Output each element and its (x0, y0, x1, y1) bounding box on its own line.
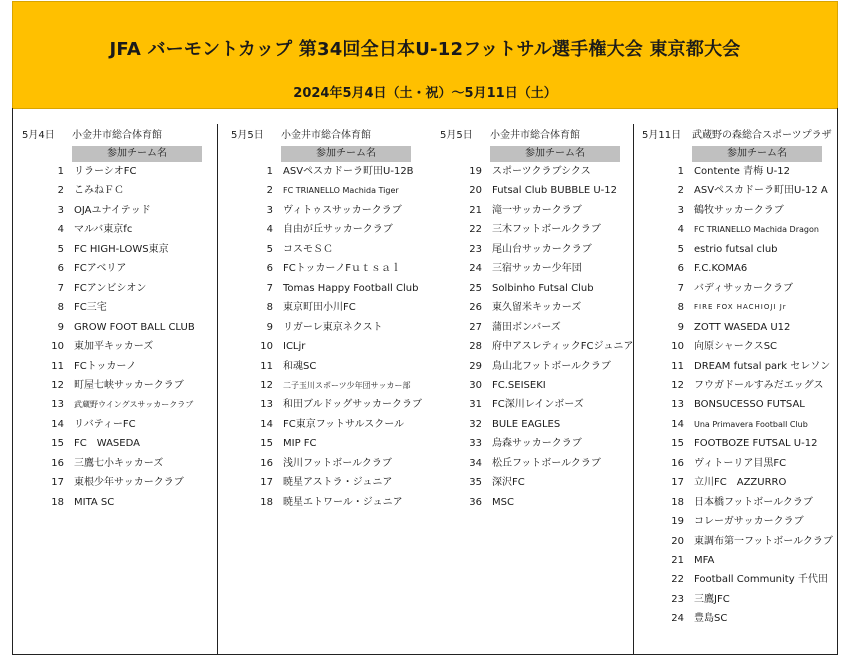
team-row (22, 454, 212, 473)
team-name: FC三宅 (74, 302, 107, 314)
team-row (22, 357, 212, 376)
team-row (440, 357, 630, 376)
team-row (642, 551, 832, 570)
team-number: 14 (671, 418, 684, 430)
team-number: 8 (57, 302, 64, 314)
team-number: 2 (677, 185, 684, 197)
team-number: 33 (469, 438, 482, 450)
team-name: 和魂SC (283, 360, 317, 372)
team-row (231, 473, 421, 492)
team-row (642, 590, 832, 609)
team-row (22, 337, 212, 356)
team-row (231, 454, 421, 473)
team-name: FCトッカーノFｕｔｓａｌ (283, 263, 401, 275)
team-row (22, 162, 212, 181)
team-name: 武蔵野ウイングスサッカークラブ (74, 400, 194, 410)
team-name: リバティーFC (74, 418, 136, 430)
team-number: 16 (671, 457, 684, 469)
team-name: 暁星エトワール・ジュニア (283, 496, 403, 508)
team-number: 3 (57, 204, 64, 216)
team-name: 府中アスレティックFCジュニア (492, 341, 634, 353)
team-number: 7 (266, 282, 273, 294)
column-divider (633, 124, 634, 655)
team-row (440, 473, 630, 492)
team-name: MITA SC (74, 496, 115, 508)
team-row (231, 162, 421, 181)
page-title: JFA バーモントカップ 第34回全日本U-12フットサル選手権大会 東京都大会 (109, 39, 741, 60)
team-number: 15 (671, 438, 684, 450)
team-row (642, 570, 832, 589)
team-number: 21 (671, 555, 684, 566)
team-number: 17 (51, 477, 64, 489)
team-row (22, 395, 212, 414)
team-number: 15 (51, 438, 64, 450)
team-name: 東京町田小川FC (283, 302, 356, 314)
team-number: 20 (671, 535, 684, 547)
venue-name: 武蔵野の森総合スポーツプラザ (692, 130, 832, 141)
team-row (642, 512, 832, 531)
team-name: 東根少年サッカークラブ (74, 477, 184, 489)
team-number: 5 (677, 243, 684, 255)
team-name: マルバ東京fc (74, 224, 133, 236)
team-name: FC深川レインボーズ (492, 399, 584, 411)
team-row (642, 220, 832, 239)
team-number: 6 (266, 263, 273, 275)
team-number: 20 (469, 185, 482, 197)
team-name: Tomas Happy Football Club (283, 282, 419, 294)
team-row (440, 395, 630, 414)
team-row (231, 259, 421, 278)
team-name: ICLjr (283, 341, 306, 353)
team-number: 19 (671, 516, 684, 528)
team-number: 4 (266, 224, 273, 236)
team-row (231, 279, 421, 298)
team-number: 31 (469, 399, 482, 411)
team-number: 16 (260, 457, 273, 469)
team-name: F.C.KOMA6 (694, 263, 748, 275)
team-row (440, 220, 630, 239)
team-number: 8 (266, 302, 273, 314)
team-number: 8 (677, 302, 684, 314)
team-name: リガーレ東京ネクスト (283, 321, 383, 333)
team-name: バディサッカークラブ (694, 282, 793, 294)
team-row (642, 473, 832, 492)
team-row (231, 220, 421, 239)
team-row (22, 434, 212, 453)
team-name: ASVペスカドーラ町田U-12 A (694, 185, 828, 197)
team-name: コスモＳＣ (283, 243, 333, 255)
team-number: 9 (266, 321, 273, 333)
team-row (642, 318, 832, 337)
match-date: 5月11日 (642, 130, 682, 141)
team-row (440, 376, 630, 395)
team-row (22, 240, 212, 259)
team-row (22, 318, 212, 337)
team-row (231, 415, 421, 434)
team-row (642, 493, 832, 512)
team-number: 17 (260, 477, 273, 489)
team-name: ヴィトーリア目黒FC (694, 457, 787, 469)
team-number: 13 (671, 399, 684, 411)
team-number: 22 (671, 574, 684, 586)
team-number: 5 (266, 243, 273, 255)
team-number: 26 (469, 302, 482, 314)
team-row (22, 376, 212, 395)
team-name: ZOTT WASEDA U12 (694, 321, 791, 333)
team-row (231, 201, 421, 220)
team-name: 鶴牧サッカークラブ (694, 204, 784, 216)
team-row (642, 240, 832, 259)
match-date: 5月5日 (440, 130, 473, 141)
team-row (440, 259, 630, 278)
team-number: 18 (671, 496, 684, 508)
team-number: 3 (266, 204, 273, 216)
team-name: FC TRIANELLO Machida Dragon (694, 225, 819, 235)
team-name: 和田ブルドッグサッカークラブ (283, 399, 422, 411)
team-row (642, 298, 832, 317)
team-number: 35 (469, 477, 482, 489)
team-name: Solbinho Futsal Club (492, 282, 594, 294)
team-name: Una Primavera Football Club (694, 419, 808, 429)
team-row (440, 201, 630, 220)
column-divider (217, 124, 218, 655)
team-name: コレーガサッカークラブ (694, 516, 804, 528)
team-number: 1 (266, 166, 273, 177)
team-row (642, 357, 832, 376)
team-number: 4 (57, 224, 64, 236)
team-row (642, 395, 832, 414)
team-name: Contente 青梅 U-12 (694, 166, 790, 177)
team-name: FC TRIANELLO Machida Tiger (283, 186, 399, 196)
team-number: 5 (57, 243, 64, 255)
team-name: 豊島SC (694, 613, 728, 625)
team-number: 29 (469, 360, 482, 372)
team-row (22, 298, 212, 317)
team-row (642, 181, 832, 200)
team-row (440, 318, 630, 337)
team-number: 12 (51, 379, 64, 391)
team-number: 23 (671, 593, 684, 605)
team-number: 11 (51, 360, 64, 372)
team-row (440, 240, 630, 259)
team-number: 16 (51, 457, 64, 469)
team-number: 9 (677, 321, 684, 333)
team-number: 36 (469, 496, 482, 508)
team-number: 1 (677, 166, 684, 177)
team-row (231, 318, 421, 337)
team-number: 6 (57, 263, 64, 275)
team-number: 12 (671, 379, 684, 391)
team-name: ヴィトゥスサッカークラブ (283, 204, 402, 216)
team-row (440, 493, 630, 512)
team-name: 鳥山北フットボールクラブ (492, 360, 611, 372)
team-number: 11 (260, 360, 273, 372)
team-row (22, 201, 212, 220)
team-name: estrio futsal club (694, 243, 778, 255)
team-name: 東調布第一フットボールクラブ (694, 535, 833, 547)
team-row (231, 337, 421, 356)
team-number: 17 (671, 477, 684, 489)
team-number: 19 (469, 166, 482, 177)
team-name: FCアンビシオン (74, 282, 147, 294)
venue-name: 小金井市総合体育館 (72, 130, 162, 141)
tournament-dates: 2024年5月4日（土・祝）～5月11日（土） (293, 86, 557, 101)
team-name: FIRE FOX HACHIOJI Jr (694, 303, 787, 312)
team-number: 30 (469, 379, 482, 391)
team-name: スポーツクラブシクス (492, 166, 591, 177)
team-row (642, 415, 832, 434)
team-name: 蒲田ボンバーズ (492, 321, 561, 333)
team-name: 二子玉川スポーツ少年団サッカー部 (283, 380, 411, 390)
team-name: 三宿サッカー少年団 (492, 263, 582, 275)
team-name: FC.SEISEKI (492, 379, 546, 391)
team-row (440, 415, 630, 434)
team-name: 烏森サッカークラブ (492, 438, 582, 450)
team-number: 18 (51, 496, 64, 508)
team-name: MSC (492, 496, 514, 508)
team-name: GROW FOOT BALL CLUB (74, 321, 195, 333)
team-list-header: 参加チーム名 (281, 146, 411, 162)
team-row (440, 162, 630, 181)
team-number: 7 (57, 282, 64, 294)
team-name: 東久留米キッカーズ (492, 302, 582, 314)
team-number: 7 (677, 282, 684, 294)
team-row (642, 434, 832, 453)
team-number: 24 (671, 613, 684, 625)
team-number: 15 (260, 438, 273, 450)
team-name: FC東京フットサルスクール (283, 418, 405, 430)
team-number: 10 (671, 341, 684, 353)
team-number: 27 (469, 321, 482, 333)
team-row (642, 532, 832, 551)
team-row (642, 259, 832, 278)
team-number: 2 (57, 185, 64, 197)
team-number: 25 (469, 282, 482, 294)
team-number: 22 (469, 224, 482, 236)
team-number: 4 (677, 224, 684, 236)
team-number: 28 (469, 341, 482, 353)
team-name: FOOTBOZE FUTSAL U-12 (694, 438, 818, 450)
team-number: 32 (469, 418, 482, 430)
team-name: FC WASEDA (74, 438, 140, 450)
team-list-header: 参加チーム名 (72, 146, 202, 162)
team-name: 尾山台サッカークラブ (492, 243, 592, 255)
team-name: 暁星アストラ・ジュニア (283, 477, 393, 489)
team-name: DREAM futsal park セレソン (694, 360, 831, 372)
team-row (231, 493, 421, 512)
team-row (642, 454, 832, 473)
team-row (642, 201, 832, 220)
venue-name: 小金井市総合体育館 (490, 130, 580, 141)
team-row (22, 473, 212, 492)
team-row (231, 395, 421, 414)
team-number: 23 (469, 243, 482, 255)
team-name: 深沢FC (492, 477, 525, 489)
team-row (22, 181, 212, 200)
team-number: 10 (260, 341, 273, 353)
team-name: 三木フットボールクラブ (492, 224, 601, 236)
team-name: 滝一サッカークラブ (492, 204, 582, 216)
match-date: 5月4日 (22, 130, 55, 141)
team-number: 3 (677, 204, 684, 216)
team-row (22, 415, 212, 434)
team-number: 13 (260, 399, 273, 411)
team-name: こみねＦＣ (74, 185, 124, 197)
team-name: 向原シャークスSC (694, 341, 778, 353)
team-name: FCトッカーノ (74, 360, 137, 372)
team-list-header: 参加チーム名 (692, 146, 822, 162)
team-number: 14 (51, 418, 64, 430)
team-number: 12 (260, 379, 273, 391)
team-number: 2 (266, 185, 273, 197)
team-row (440, 279, 630, 298)
team-number: 11 (671, 360, 684, 372)
team-name: 東加平キッカーズ (74, 341, 154, 353)
team-number: 10 (51, 341, 64, 353)
team-name: 自由が丘サッカークラブ (283, 224, 393, 236)
team-number: 34 (469, 457, 482, 469)
team-row (231, 181, 421, 200)
team-list-header: 参加チーム名 (490, 146, 620, 162)
venue-name: 小金井市総合体育館 (281, 130, 371, 141)
match-date: 5月5日 (231, 130, 264, 141)
team-name: 松丘フットボールクラブ (492, 457, 601, 469)
team-row (440, 454, 630, 473)
team-row (440, 298, 630, 317)
team-number: 9 (57, 321, 64, 333)
team-name: 浅川フットボールクラブ (283, 457, 392, 469)
team-row (642, 162, 832, 181)
team-row (642, 337, 832, 356)
team-row (440, 337, 634, 356)
team-row (231, 298, 421, 317)
team-number: 13 (51, 399, 64, 411)
team-row (22, 279, 212, 298)
team-name: FC HIGH-LOWS東京 (74, 243, 169, 255)
team-row (642, 279, 832, 298)
team-row (440, 434, 630, 453)
team-name: FCアベリア (74, 263, 127, 275)
team-number: 1 (57, 166, 64, 177)
team-name: Futsal Club BUBBLE U-12 (492, 185, 618, 197)
team-row (22, 259, 212, 278)
header-banner (12, 1, 838, 109)
team-name: 三鷹JFC (694, 593, 730, 605)
team-row (231, 434, 421, 453)
team-number: 24 (469, 263, 482, 275)
team-name: Football Community 千代田 (694, 574, 828, 586)
team-name: 日本橋フットボールクラブ (694, 496, 813, 508)
team-row (231, 357, 421, 376)
team-name: OJAユナイテッド (74, 204, 151, 216)
team-name: フウガドールすみだエッグス (694, 379, 824, 391)
team-name: 立川FC AZZURRO (694, 477, 787, 489)
team-number: 18 (260, 496, 273, 508)
team-number: 21 (469, 204, 482, 216)
team-row (440, 181, 630, 200)
team-name: BULE EAGLES (492, 418, 561, 430)
team-row (642, 609, 832, 628)
team-name: ASVペスカドーラ町田U-12B (283, 166, 414, 177)
team-row (642, 376, 832, 395)
team-name: 町屋七峡サッカークラブ (74, 379, 184, 391)
team-number: 14 (260, 418, 273, 430)
team-number: 6 (677, 263, 684, 275)
team-row (231, 240, 421, 259)
team-row (22, 220, 212, 239)
team-name: 三鷹七小キッカーズ (74, 457, 164, 469)
team-name: MFA (694, 555, 715, 566)
team-name: MIP FC (283, 438, 317, 450)
team-name: リラーシオFC (74, 166, 137, 177)
team-name: BONSUCESSO FUTSAL (694, 399, 805, 411)
team-row (231, 376, 421, 395)
team-row (22, 493, 212, 512)
